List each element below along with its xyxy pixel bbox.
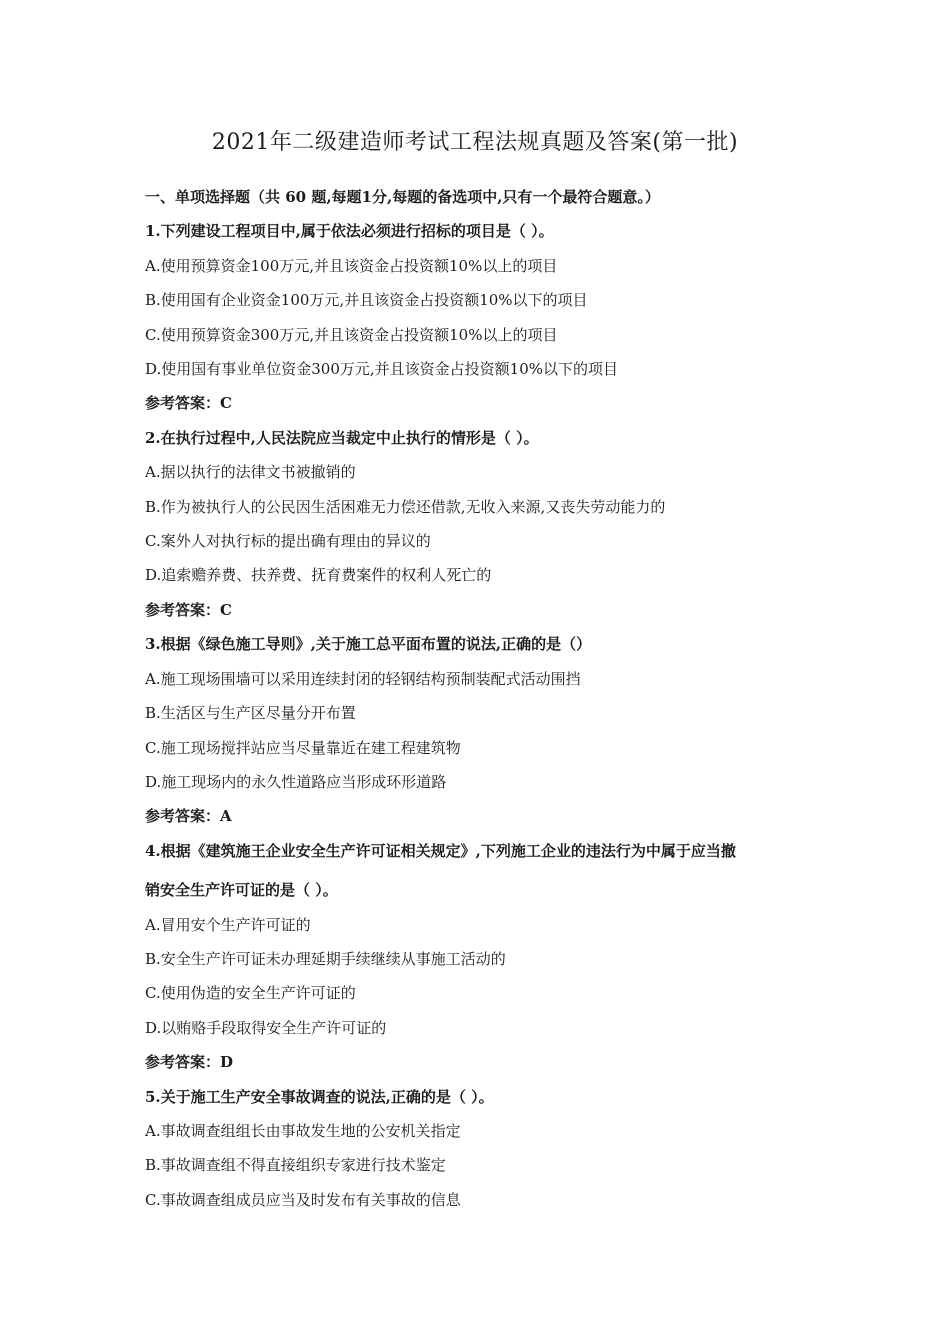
reference-answer: 参考答案：C — [145, 394, 232, 413]
question-stem: 2.在执行过程中,人民法院应当裁定中止执行的情形是（ ）。 — [145, 428, 539, 447]
document-title: 2021年二级建造师考试工程法规真题及答案(第一批) — [211, 130, 739, 155]
option-c: C.使用预算资金300万元,并且该资金占投资额10%以上的项目 — [145, 325, 558, 344]
option-a: A.施工现场围墙可以采用连续封闭的轻钢结构预制装配式活动围挡 — [145, 669, 581, 688]
option-d: D.追索赡养费、扶养费、抚育费案件的权利人死亡的 — [145, 566, 492, 585]
option-b: B.事故调查组不得直接组织专家进行技术鉴定 — [145, 1156, 446, 1175]
question-stem-line-2: 销安全生产许可证的是（ ）。 — [145, 881, 338, 900]
option-c: C.案外人对执行标的提出确有理由的异议的 — [145, 532, 431, 551]
question-4 — [145, 834, 825, 1080]
section-header: 一、单项选择题（共 60 题,每题1分,每题的备选项中,只有一个最符合题意。） — [145, 188, 660, 206]
option-c: C.施工现场搅拌站应当尽量靠近在建工程建筑物 — [145, 738, 461, 757]
question-5 — [145, 1080, 825, 1218]
option-b: B.作为被执行人的公民因生活困难无力偿还借款,无收入来源,又丧失劳动能力的 — [145, 497, 666, 516]
question-2 — [145, 421, 825, 627]
option-a: A.据以执行的法律文书被撤销的 — [145, 463, 356, 482]
question-3 — [145, 627, 825, 833]
option-a: A.冒用安个生产许可证的 — [145, 915, 311, 934]
option-b: B.使用国有企业资金100万元,并且该资金占投资额10%以下的项目 — [145, 291, 588, 310]
reference-answer: 参考答案：A — [145, 807, 232, 826]
option-a: A.事故调查组组长由事故发生地的公安机关指定 — [145, 1121, 461, 1140]
option-b: B.安全生产许可证未办理延期手续继续从事施工活动的 — [145, 949, 506, 968]
reference-answer: 参考答案：C — [145, 600, 232, 619]
question-stem: 3.根据《绿色施工导则》,关于施工总平面布置的说法,正确的是（） — [145, 635, 592, 654]
option-d: D.使用国有事业单位资金300万元,并且该资金占投资额10%以下的项目 — [145, 360, 619, 379]
document-body — [145, 180, 825, 1217]
option-d: D.施工现场内的永久性道路应当形成环形道路 — [145, 772, 447, 791]
option-a: A.使用预算资金100万元,并且该资金占投资额10%以上的项目 — [145, 256, 558, 275]
question-1 — [145, 214, 825, 420]
question-stem-line-1: 4.根据《建筑施王企业安全生产许可证相关规定》,下列施工企业的违法行为中属于应当撤 — [145, 841, 736, 860]
question-stem: 1.下列建设工程项目中,属于依法必须进行招标的项目是（ ）。 — [145, 222, 554, 241]
reference-answer: 参考答案：D — [145, 1053, 234, 1072]
question-stem: 5.关于施工生产安全事故调查的说法,正确的是（ ）。 — [145, 1087, 494, 1106]
option-c: C.使用伪造的安全生产许可证的 — [145, 984, 356, 1003]
option-b: B.生活区与生产区尽量分开布置 — [145, 704, 356, 723]
option-c: C.事故调查组成员应当及时发布有关事故的信息 — [145, 1190, 461, 1209]
option-d: D.以贿赂手段取得安全生产许可证的 — [145, 1018, 387, 1037]
